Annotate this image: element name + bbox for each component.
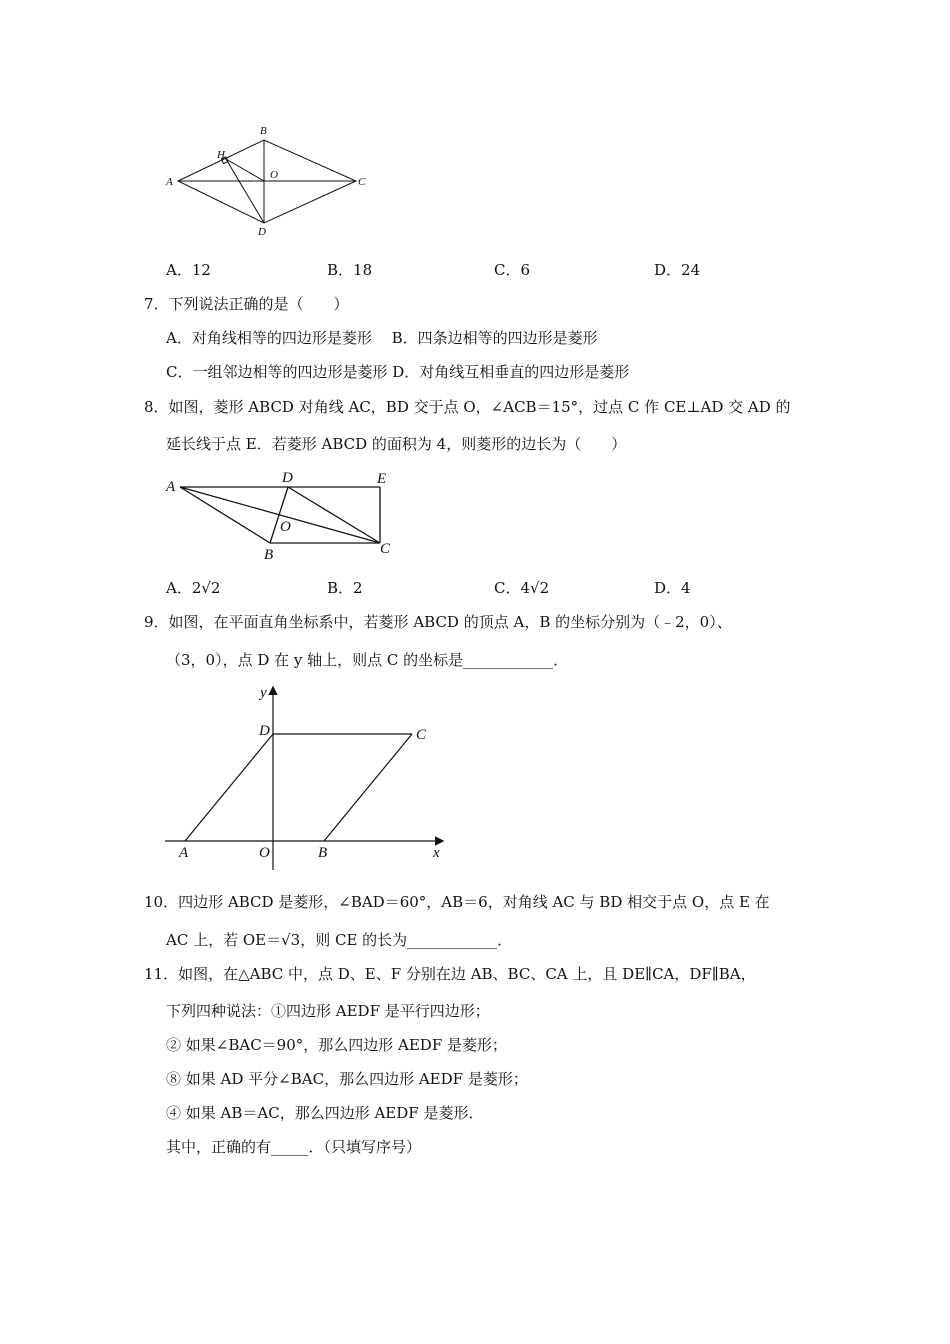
q7-options-row2: C．一组邻边相等的四边形是菱形 D．对角线互相垂直的四边形是菱形 [166, 363, 630, 381]
q9-segment-ad [185, 734, 273, 841]
q6-option-d: D．24 [654, 261, 701, 279]
q11-answer-line: 其中，正确的有_____．（只填写序号） [166, 1138, 422, 1156]
q11-stem-line2: 下列四种说法：①四边形 AEDF 是平行四边形； [166, 1002, 490, 1020]
q6-label-d: D [258, 226, 266, 238]
q8-label-b: B [264, 547, 274, 563]
q8-label-a: A [166, 479, 176, 495]
q9-coordinate-figure [160, 680, 460, 875]
q8-option-d: D．4 [654, 579, 691, 597]
q7-options-row1: A．对角线相等的四边形是菱形 B．四条边相等的四边形是菱形 [166, 329, 598, 347]
q11-item-2: ② 如果∠BAC＝90°，那么四边形 AEDF 是菱形； [166, 1036, 508, 1054]
q9-label-y: y [260, 685, 267, 701]
q6-option-a: A．12 [166, 261, 211, 279]
q9-label-x: x [433, 845, 440, 861]
q9-segment-cb [324, 734, 412, 841]
q9-label-b: B [318, 845, 328, 861]
q6-label-b: B [260, 125, 267, 137]
q8-option-c: C．4√2 [494, 579, 550, 597]
q8-option-b: B．2 [327, 579, 363, 597]
q6-option-c: C．6 [494, 261, 531, 279]
q9-stem-line1: 9．如图，在平面直角坐标系中，若菱形 ABCD 的顶点 A，B 的坐标分别为（﹣2，0）、 [144, 613, 732, 631]
q6-label-o: O [270, 169, 278, 181]
q9-label-d: D [259, 723, 270, 739]
q11-item-4: ④ 如果 AB＝AC，那么四边形 AEDF 是菱形． [166, 1104, 484, 1122]
q8-segment-ab [180, 487, 270, 543]
q6-option-b: B．18 [327, 261, 373, 279]
q9-stem-line2: （3，0），点 D 在 y 轴上，则点 C 的坐标是____________． [166, 651, 569, 669]
q8-rhombus-figure [160, 465, 400, 565]
q8-stem-line1: 8．如图，菱形 ABCD 对角线 AC，BD 交于点 O，∠ACB＝15°，过点 C 作 CE⊥AD 交 AD 的 [144, 398, 791, 416]
q8-segment-dc [288, 487, 380, 543]
q9-label-o: O [259, 845, 270, 861]
q10-stem-line2: AC 上，若 OE＝√3，则 CE 的长为____________． [166, 931, 513, 949]
q6-label-c: C [358, 176, 366, 188]
q6-label-a: A [166, 176, 173, 188]
q8-label-o: O [280, 519, 291, 535]
q8-stem-line2: 延长线于点 E．若菱形 ABCD 的面积为 4，则菱形的边长为（ ） [166, 435, 627, 453]
q6-segment-ho [226, 159, 264, 181]
q8-option-a: A．2√2 [166, 579, 221, 597]
q6-label-h: H [217, 149, 225, 161]
q6-rhombus-figure [160, 120, 380, 245]
q7-stem: 7．下列说法正确的是（ ） [144, 295, 349, 313]
q9-label-a: A [179, 845, 189, 861]
q8-label-c: C [380, 541, 391, 557]
q11-item-3: ⑧ 如果 AD 平分∠BAC，那么四边形 AEDF 是菱形； [166, 1070, 528, 1088]
q11-stem-line1: 11．如图，在△ABC 中，点 D、E、F 分别在边 AB、BC、CA 上，且 DE∥CA，DF∥BA， [144, 965, 756, 983]
q9-label-c: C [416, 727, 427, 743]
q10-stem-line1: 10．四边形 ABCD 是菱形，∠BAD＝60°，AB＝6，对角线 AC 与 BD 相交于点 O，点 E 在 [144, 893, 770, 911]
q8-label-e: E [377, 471, 387, 487]
q8-label-d: D [282, 470, 293, 486]
